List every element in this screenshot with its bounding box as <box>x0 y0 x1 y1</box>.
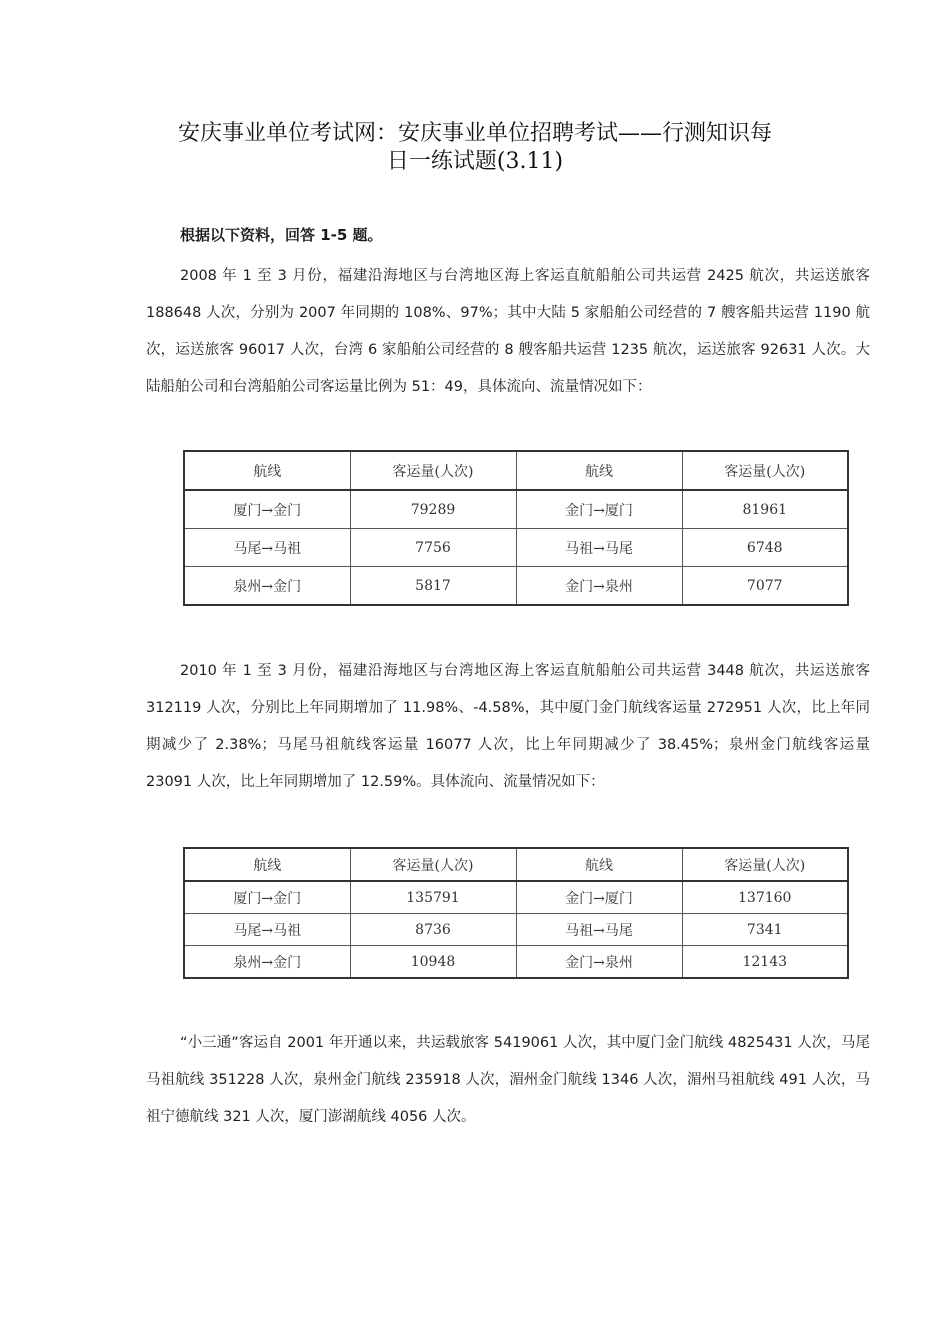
route-cell: 厦门→金门 <box>184 490 350 529</box>
volume-cell: 10948 <box>350 946 516 979</box>
volume-cell: 7341 <box>682 914 848 946</box>
paragraph-2008: 2008 年 1 至 3 月份，福建沿海地区与台湾地区海上客运直航船舶公司共运营 2425 航次，共运送旅客 188648 人次，分别为 2007 年同期的 108%、97%；其中大陆 5 家船舶公司经营的 7 艘客船共运营 1190 航次，运送旅客 96017 人次，台湾 6 家船舶公司经营的 8 艘客船共运营 1235 航次，运送旅客 92631 人次。大陆船舶公司和台湾船舶公司客运量比例为 51：49，具体流向、流量情况如下： <box>146 268 870 395</box>
table-row <box>184 567 848 606</box>
header-volume: 客运量(人次) <box>350 848 516 881</box>
volume-cell: 6748 <box>682 529 848 567</box>
route-cell: 马祖→马尾 <box>516 529 682 567</box>
volume-cell: 135791 <box>350 881 516 914</box>
route-cell: 金门→厦门 <box>516 881 682 914</box>
table-row <box>184 881 848 914</box>
route-cell: 厦门→金门 <box>184 881 350 914</box>
route-cell: 金门→泉州 <box>516 946 682 979</box>
title-line-1: 安庆事业单位考试网：安庆事业单位招聘考试——行测知识每 <box>177 121 772 146</box>
volume-cell: 79289 <box>350 490 516 529</box>
paragraph-mini-three-links: “小三通”客运自 2001 年开通以来，共运载旅客 5419061 人次，其中厦门金门航线 4825431 人次，马尾马祖航线 351228 人次，泉州金门航线 235918 人次，湄州金门航线 1346 人次，湄州马祖航线 491 人次，马祖宁德航线 321 人次，厦门澎湖航线 4056 人次。 <box>146 1035 870 1125</box>
header-route: 航线 <box>184 451 350 490</box>
table-row <box>184 490 848 529</box>
table-2008 <box>183 450 849 606</box>
title-line-2: 日一练试题(3.11) <box>386 149 564 174</box>
volume-cell: 7756 <box>350 529 516 567</box>
header-volume: 客运量(人次) <box>682 848 848 881</box>
volume-cell: 7077 <box>682 567 848 606</box>
volume-cell: 5817 <box>350 567 516 606</box>
volume-cell: 8736 <box>350 914 516 946</box>
header-route: 航线 <box>516 451 682 490</box>
route-cell: 马祖→马尾 <box>516 914 682 946</box>
route-cell: 马尾→马祖 <box>184 529 350 567</box>
volume-cell: 12143 <box>682 946 848 979</box>
volume-cell: 81961 <box>682 490 848 529</box>
header-route: 航线 <box>516 848 682 881</box>
header-volume: 客运量(人次) <box>682 451 848 490</box>
table-header-row <box>184 848 848 881</box>
route-cell: 金门→厦门 <box>516 490 682 529</box>
route-cell: 泉州→金门 <box>184 567 350 606</box>
document-title <box>0 120 950 176</box>
route-cell: 金门→泉州 <box>516 567 682 606</box>
table-row <box>184 914 848 946</box>
question-heading: 根据以下资料，回答 1-5 题。 <box>180 226 383 244</box>
volume-cell: 137160 <box>682 881 848 914</box>
table-header-row <box>184 451 848 490</box>
route-cell: 泉州→金门 <box>184 946 350 979</box>
header-route: 航线 <box>184 848 350 881</box>
table-2010 <box>183 847 849 979</box>
paragraph-2010: 2010 年 1 至 3 月份，福建沿海地区与台湾地区海上客运直航船舶公司共运营 3448 航次，共运送旅客 312119 人次，分别比上年同期增加了 11.98%、-4.58%，其中厦门金门航线客运量 272951 人次，比上年同期减少了 2.38%；马尾马祖航线客运量 16077 人次，比上年同期减少了 38.45%；泉州金门航线客运量 23091 人次，比上年同期增加了 12.59%。具体流向、流量情况如下： <box>146 663 870 790</box>
route-cell: 马尾→马祖 <box>184 914 350 946</box>
table-row <box>184 529 848 567</box>
header-volume: 客运量(人次) <box>350 451 516 490</box>
table-row <box>184 946 848 979</box>
